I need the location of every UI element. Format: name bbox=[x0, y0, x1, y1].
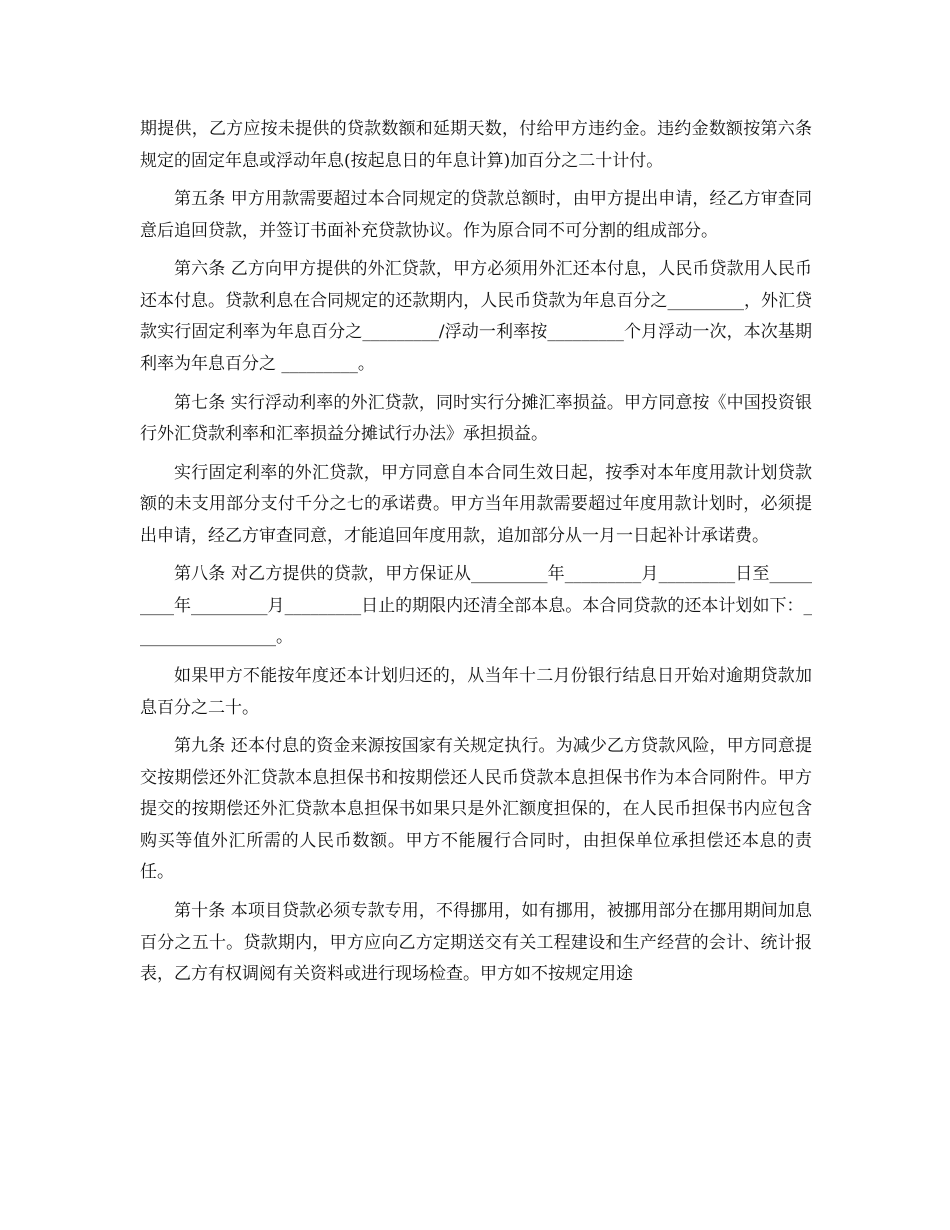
article-5: 第五条 甲方用款需要超过本合同规定的贷款总额时，由甲方提出申请，经乙方审查同意后追回贷款，并签订书面补充贷款协议。作为原合同不可分割的组成部分。 bbox=[140, 189, 812, 241]
paragraph-continuation: 期提供，乙方应按未提供的贷款数额和延期天数，付给甲方违约金。违约金数额按第六条规定的固定年息或浮动年息(按起息日的年息计算)加百分之二十计付。 bbox=[140, 119, 812, 171]
article-7: 第七条 实行浮动利率的外汇贷款，同时实行分摊汇率损益。甲方同意按《中国投资银行外汇贷款利率和汇率损益分摊试行办法》承担损益。 bbox=[140, 392, 812, 445]
article-9: 第九条 还本付息的资金来源按国家有关规定执行。为减少乙方贷款风险，甲方同意提交按期偿还外汇贷款本息担保书和按期偿还人民币贷款本息担保书作为本合同附件。甲方提交的按期偿还外汇贷款本息担保书如果只是外汇额度担保的，在人民币担保书内应包含购买等值外汇所需的人民币数额。甲方不能履行合同时，由担保单位承担偿还本息的责任。 bbox=[140, 736, 812, 883]
article-8-overdue: 如果甲方不能按年度还本计划归还的，从当年十二月份银行结息日开始对逾期贷款加息百分之二十。 bbox=[140, 666, 812, 718]
article-8: 第八条 对乙方提供的贷款，甲方保证从_________年_________月_________日至_________年_________月_________日止的期限内还清全部本息。本合同贷款的还本计划如下：_________________。 bbox=[140, 564, 812, 648]
document-page bbox=[140, 114, 812, 998]
article-7-fixed-rate: 实行固定利率的外汇贷款，甲方同意自本合同生效日起，按季对本年度用款计划贷款额的未支用部分支付千分之七的承诺费。甲方当年用款需要超过年度用款计划时，必须提出申请，经乙方审查同意，才能追回年度用款，追加部分从一月一日起补计承诺费。 bbox=[140, 462, 812, 546]
article-10: 第十条 本项目贷款必须专款专用，不得挪用，如有挪用，被挪用部分在挪用期间加息百分之五十。贷款期内，甲方应向乙方定期送交有关工程建设和生产经营的会计、统计报表，乙方有权调阅有关资料或进行现场检查。甲方如不按规定用途 bbox=[140, 901, 812, 984]
article-6: 第六条 乙方向甲方提供的外汇贷款，甲方必须用外汇还本付息，人民币贷款用人民币还本付息。贷款利息在合同规定的还款期内，人民币贷款为年息百分之_________，外汇贷款实行固定利率为年息百分之_________/浮动一利率按_________个月浮动一次，本次基期利率为年息百分之 _________。 bbox=[140, 259, 812, 374]
